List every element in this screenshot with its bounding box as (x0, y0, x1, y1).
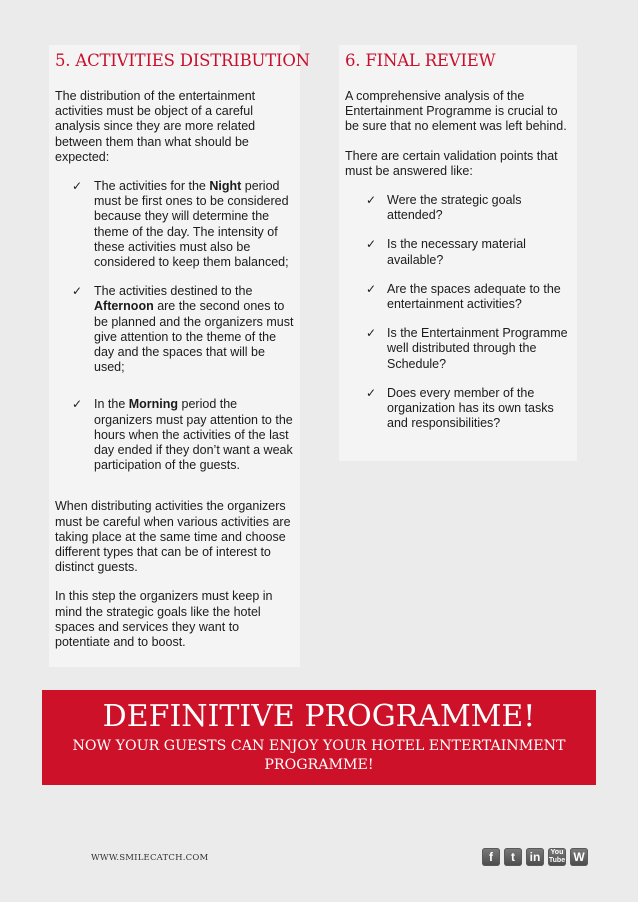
social-icons (482, 848, 588, 866)
checkmark-icon: ✓ (72, 397, 83, 412)
wordpress-icon[interactable]: W (570, 848, 588, 866)
list-item: ✓ Are the spaces adequate to the entertainment activities? (366, 281, 561, 312)
checkmark-icon: ✓ (366, 193, 377, 208)
list-item: ✓ Does every member of the organization has its own tasks and responsibilities? (366, 385, 554, 431)
facebook-icon[interactable]: f (482, 848, 500, 866)
banner-title: DEFINITIVE PROGRAMME! (102, 699, 536, 734)
youtube-icon[interactable]: You Tube (548, 849, 566, 864)
checkmark-icon: ✓ (366, 385, 377, 400)
checkmark-icon: ✓ (366, 237, 377, 252)
period-list (55, 179, 294, 473)
definitive-programme-banner (42, 690, 596, 785)
intro-paragraph: A comprehensive analysis of the Entertainment Programme is crucial to be sure that no element was left behind. (345, 89, 567, 134)
checkmark-icon: ✓ (366, 281, 377, 296)
section-title: 5. ACTIVITIES DISTRIBUTION (55, 51, 310, 70)
list-item: ✓ Is the Entertainment Programme well distributed through the Schedule? (366, 326, 568, 371)
list-item-afternoon: ✓ The activities destined to the Afternoon are the second ones to be planned and the organizers must give attention to the theme of the day and the spaces that will be used; (72, 284, 294, 375)
list-item-morning: ✓ In the Morning period the organizers must pay attention to the hours when the activities of the last day ended if they don’t want a weak participation of the guests. (72, 397, 293, 473)
list-item-night: ✓ The activities for the Night period must be first ones to be considered because they will determine the theme of the day. The intensity of these activities must also be considered to keep them balanced; (72, 179, 289, 270)
banner-subtitle: NOW YOUR GUESTS CAN ENJOY YOUR HOTEL ENTERTAINMENT PROGRAMME! (72, 738, 566, 773)
checkmark-icon: ✓ (366, 326, 377, 341)
checkmark-icon: ✓ (72, 284, 83, 299)
section-title: 6. FINAL REVIEW (345, 51, 496, 70)
body-paragraph: There are certain validation points that must be answered like: (345, 148, 558, 178)
validation-list (345, 193, 571, 431)
checkmark-icon: ✓ (72, 179, 83, 194)
list-item: ✓ Is the necessary material available? (366, 237, 526, 267)
list-item: ✓ Were the strategic goals attended? (366, 193, 522, 223)
body-paragraph: In this step the organizers must keep in mind the strategic goals like the hotel spaces and services they want to potentiate and to boost. (55, 589, 273, 650)
intro-paragraph: The distribution of the entertainment activities must be object of a careful analysis since they are more related between them than what should be expected: (55, 89, 256, 164)
website-link[interactable]: WWW.SMILECATCH.COM (91, 853, 209, 863)
activities-distribution-panel (49, 45, 310, 667)
body-paragraph: When distributing activities the organizers must be careful when various activities are taking place at the same time and choose different types that can be of interest to distinct guests. (55, 499, 291, 575)
final-review-panel (339, 45, 577, 461)
linkedin-icon[interactable]: in (526, 848, 544, 866)
twitter-icon[interactable]: t (504, 848, 522, 866)
